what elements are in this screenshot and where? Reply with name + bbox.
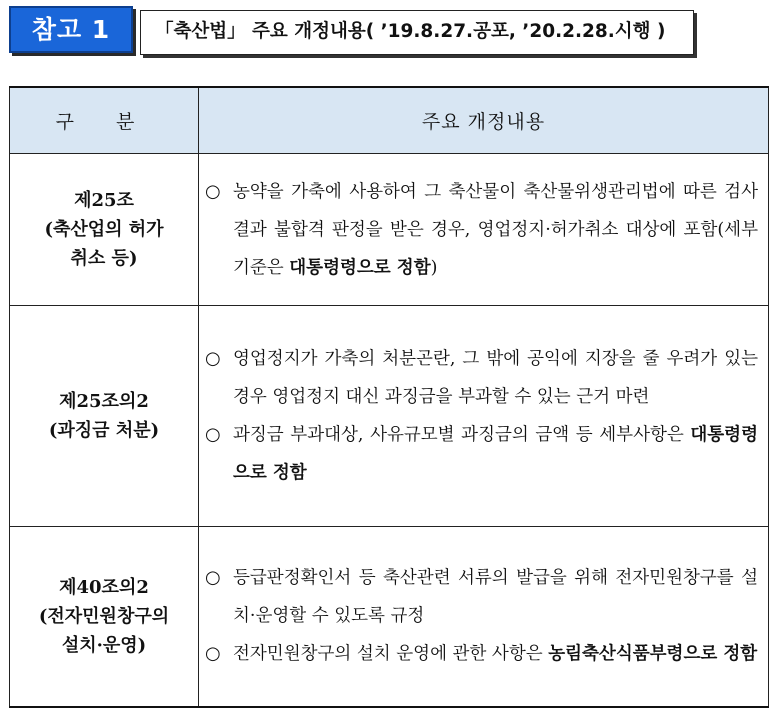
category-line: 취소 등) — [70, 248, 138, 269]
item-text-bold: 대통령령으로 정함 — [233, 425, 758, 483]
table-header-row — [10, 87, 769, 154]
item-text-plain: 농약을 가축에 사용하여 그 축산물이 축산물위생관리법에 따른 검사결과 불합격 판정을 받은 경우, 영업정지·허가취소 대상에 포함(세부기준은 — [233, 181, 758, 278]
list-item — [205, 416, 758, 492]
list-item — [205, 635, 758, 673]
circle-bullet-icon: ○ — [205, 643, 221, 665]
list-item — [205, 559, 758, 635]
table-row — [10, 306, 769, 527]
row-content — [199, 306, 769, 527]
list-item — [205, 173, 758, 287]
category-line: 제25조의2 — [59, 391, 149, 412]
item-text-bold: 대통령령으로 정함 — [289, 257, 431, 278]
title-box — [140, 10, 694, 55]
reference-badge-label: 참고 1 — [31, 15, 111, 44]
row-content — [199, 527, 769, 707]
item-text — [233, 173, 758, 287]
item-text-plain: 영업정지가 가축의 처분곤란, 그 밖에 공익에 지장을 줄 우려가 있는 경우 영업정지 대신 과징금을 부과할 수 있는 근거 마련 — [233, 349, 758, 407]
row-content — [199, 154, 769, 306]
item-text-tail: ) — [430, 257, 438, 278]
category-line: (과징금 처분) — [48, 420, 160, 441]
page-title: 「축산법」 주요 개정내용( ’19.8.27.공포, ’20.2.28.시행 ) — [155, 21, 666, 42]
row-category — [10, 527, 199, 707]
category-line: 설치·운영) — [61, 634, 147, 656]
category-line: 제40조의2 — [59, 576, 149, 598]
header-category: 구 분 — [10, 87, 199, 154]
item-text — [233, 340, 758, 416]
header-content: 주요 개정내용 — [199, 87, 769, 154]
item-text-plain: 등급판정확인서 등 축산관련 서류의 발급을 위해 전자민원창구를 설치·운영할 수 있도록 규정 — [233, 568, 758, 627]
amendment-table — [9, 86, 769, 708]
category-line: (축산업의 허가 — [44, 219, 164, 240]
table-row — [10, 527, 769, 707]
row-category — [10, 306, 199, 527]
circle-bullet-icon: ○ — [205, 348, 221, 369]
circle-bullet-icon: ○ — [205, 567, 221, 589]
item-text-plain: 전자민원창구의 설치 운영에 관한 사항은 — [233, 644, 549, 665]
category-line: (전자민원창구의 — [38, 605, 170, 627]
category-line: 제25조 — [74, 190, 134, 211]
item-text-plain: 과징금 부과대상, 사유규모별 과징금의 금액 등 세부사항은 — [233, 425, 691, 445]
item-text — [233, 416, 758, 492]
item-text-bold: 농림축산식품부령으로 정함 — [548, 644, 758, 665]
circle-bullet-icon: ○ — [205, 424, 221, 445]
item-text — [233, 635, 758, 673]
reference-badge — [9, 6, 133, 53]
item-text — [233, 559, 758, 635]
row-category — [10, 154, 199, 306]
circle-bullet-icon: ○ — [205, 180, 221, 202]
list-item — [205, 340, 758, 416]
table-row — [10, 154, 769, 306]
